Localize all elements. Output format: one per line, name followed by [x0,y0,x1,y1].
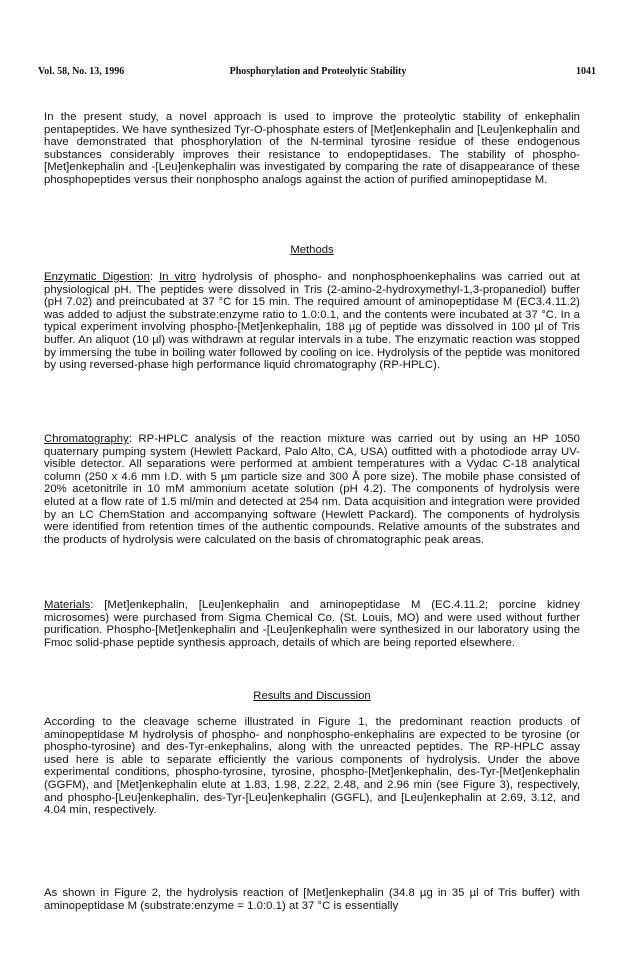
chromatography-label: Chromatography [44,433,129,445]
chromatography-paragraph [44,433,580,546]
materials-paragraph [44,599,580,649]
results-paragraph: According to the cleavage scheme illustrated in Figure 1, the predominant reaction products of aminopeptidase M hydrolysis of phospho- and nonphospho-enkephalins are expected to be tyrosine (or phospho-tyrosine) and des-Tyr-enkephalins, along with the unreacted peptides. The RP-HPLC assay used here is able to separate efficiently the various components of hydrolysis. Under the above experimental conditions, phospho-tyrosine, tyrosine, phospho-[Met]enkephalin, des-Tyr-[Met]enkephalin (GGFM), and [Met]enkephalin elute at 1.83, 1.98, 2.22, 2.48, and 2.96 min (see Figure 3), respectively, and phospho-[Leu]enkephalin, des-Tyr-[Leu]enkephalin (GGFL), and [Leu]enkephalin at 2.69, 3.12, and 4.04 min, respectively. [44,716,580,817]
chromatography-text: : RP-HPLC analysis of the reaction mixture was carried out by using an HP 1050 quaternary pumping system (Hewlett Packard, Palo Alto, CA, USA) outfitted with a photodiode array UV-visible detector. All separations were performed at ambient temperatures with a Vydac C-18 analytical column (250 x 4.6 mm I.D. with 5 µm particle size and 300 Å pore size). The mobile phase consisted of 20% acetonitrile in 10 mM ammonium acetate solution (pH 4.2). The components of hydrolysis were eluted at a flow rate of 1.5 ml/min and detected at 254 nm. Data acquisition and integration were provided by an LC ChemStation and accompanying software (Hewlett Packard). The components of hydrolysis were identified from retention times of the authentic compounds. Relative amounts of the substrates and the products of hydrolysis were calculated on the basis of chromatographic peak areas. [44,433,580,546]
figure2-paragraph: As shown in Figure 2, the hydrolysis reaction of [Met]enkephalin (34.8 µg in 35 µl of Tris buffer) with aminopeptidase M (substrate:enzyme = 1.0:0.1) at 37 °C is essentially [44,887,580,912]
results-heading: Results and Discussion [253,690,371,702]
enzymatic-digestion-label: Enzymatic Digestion [44,271,150,283]
in-vitro-term: In vitro [159,271,197,283]
page-number: 1041 [576,66,596,77]
running-header [38,66,598,82]
methods-heading: Methods [290,244,334,256]
enzymatic-digestion-text: hydrolysis of phospho- and nonphosphoenkephalins was carried out at physiological pH. The peptides were dissolved in Tris (2-amino-2-hydroxymethyl-1,3-propanediol) buffer (pH 7.02) and preincubated at 37 °C for 15 min. The required amount of aminopeptidase M (EC3.4.11.2) was added to adjust the substrate:enzyme ratio to 1.0:0.1, and the contents were incubated at 37 °C. In a typical experiment involving phospho-[Met]enkephalin, 188 µg of peptide was dissolved in 100 µl of Tris buffer. An aliquot (10 µl) was withdrawn at regular intervals in a tube. The enzymatic reaction was stopped by immersing the tube in boiling water followed by cooling on ice. Hydrolysis of the peptide was monitored by using reversed-phase high performance liquid chromatography (RP-HPLC). [44,271,580,372]
intro-paragraph: In the present study, a novel approach is used to improve the proteolytic stability of enkephalin pentapeptides. We have synthesized Tyr-O-phosphate esters of [Met]enkephalin and [Leu]enkephalin and have demonstrated that phosphorylation of the N-terminal tyrosine residue of these endogenous substances considerably improves their resistance to endopeptidases. The stability of phospho-[Met]enkephalin and -[Leu]enkephalin was investigated by comparing the rate of disappearance of these phosphopeptides versus their nonphospho analogs against the action of purified aminopeptidase M. [44,111,580,186]
label-separator: : [150,271,160,283]
volume-info: Vol. 58, No. 13, 1996 [38,66,125,77]
enzymatic-digestion-paragraph [44,271,580,372]
running-title: Phosphorylation and Proteolytic Stability [229,66,407,77]
materials-text: : [Met]enkephalin, [Leu]enkephalin and aminopeptidase M (EC.4.11.2; porcine kidney microsomes) were purchased from Sigma Chemical Co. (St. Louis, MO) and were used without further purification. Phospho-[Met]enkephalin and -[Leu]enkephalin were synthesized in our laboratory using the Fmoc solid-phase peptide synthesis approach, details of which are being reported elsewhere. [44,599,580,649]
materials-label: Materials [44,599,91,611]
